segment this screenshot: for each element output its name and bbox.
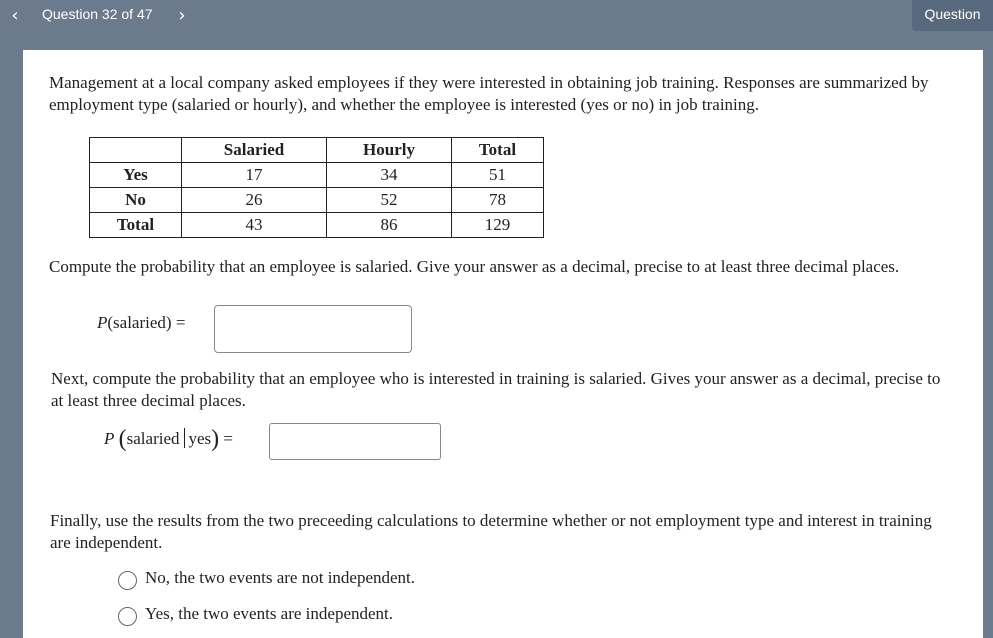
table-cell: 78 xyxy=(452,188,544,213)
row-header: Yes xyxy=(90,163,182,188)
radio-not-independent[interactable] xyxy=(118,571,137,590)
part1-label xyxy=(97,312,185,334)
table-row xyxy=(90,163,544,188)
chevron-left-icon[interactable]: ‹ xyxy=(11,5,19,26)
table-row xyxy=(90,188,544,213)
row-header: Total xyxy=(90,213,182,238)
option-independent-label[interactable]: Yes, the two events are independent. xyxy=(145,604,394,623)
part1-label-p: P xyxy=(97,313,108,332)
top-bar xyxy=(0,0,993,40)
table-cell: 51 xyxy=(452,163,544,188)
part2-label-p: P xyxy=(104,429,115,448)
part2-label-eq: = xyxy=(223,429,234,448)
p-salaried-input[interactable] xyxy=(214,305,412,353)
chevron-right-icon[interactable]: › xyxy=(178,5,186,26)
question-counter: Question 32 of 47 xyxy=(42,6,153,22)
question-button[interactable]: Question xyxy=(912,0,993,31)
table-header-row xyxy=(90,138,544,163)
part3-prompt: Finally, use the results from the two preceeding calculations to determine whether or not employment type and interest in training are independent. xyxy=(50,511,932,552)
table-cell: 129 xyxy=(452,213,544,238)
column-header: Salaried xyxy=(182,138,327,163)
table-cell: 17 xyxy=(182,163,327,188)
column-header: Total xyxy=(452,138,544,163)
table-cell: 52 xyxy=(327,188,452,213)
option-not-independent-label[interactable]: No, the two events are not independent. xyxy=(145,568,416,587)
contingency-table xyxy=(89,137,544,238)
table-cell: 43 xyxy=(182,213,327,238)
part1-prompt: Compute the probability that an employee is salaried. Give your answer as a decimal, precise to at least three decimal places. xyxy=(49,257,900,276)
table-corner-cell xyxy=(90,138,182,163)
radio-independent[interactable] xyxy=(118,607,137,626)
table-cell: 34 xyxy=(327,163,452,188)
p-salaried-given-yes-input[interactable] xyxy=(269,423,441,460)
table-row xyxy=(90,213,544,238)
part2-label-event: salaried xyxy=(126,429,180,448)
column-header: Hourly xyxy=(327,138,452,163)
part2-label-given: yes xyxy=(188,429,212,448)
problem-intro: Management at a local company asked employees if they were interested in obtaining job training. Responses are summarized by employment type (salaried or hourly), and whether the employee is interested (yes or no) in job training. xyxy=(49,73,929,114)
table-cell: 26 xyxy=(182,188,327,213)
part2-prompt: Next, compute the probability that an employee who is interested in training is salaried. Gives your answer as a decimal, precise to at least three decimal places. xyxy=(51,369,941,410)
question-panel xyxy=(23,50,983,638)
table-cell: 86 xyxy=(327,213,452,238)
part1-label-rest: (salaried) = xyxy=(107,313,186,332)
part2-label: P (salaried yes) = xyxy=(104,426,234,452)
row-header: No xyxy=(90,188,182,213)
